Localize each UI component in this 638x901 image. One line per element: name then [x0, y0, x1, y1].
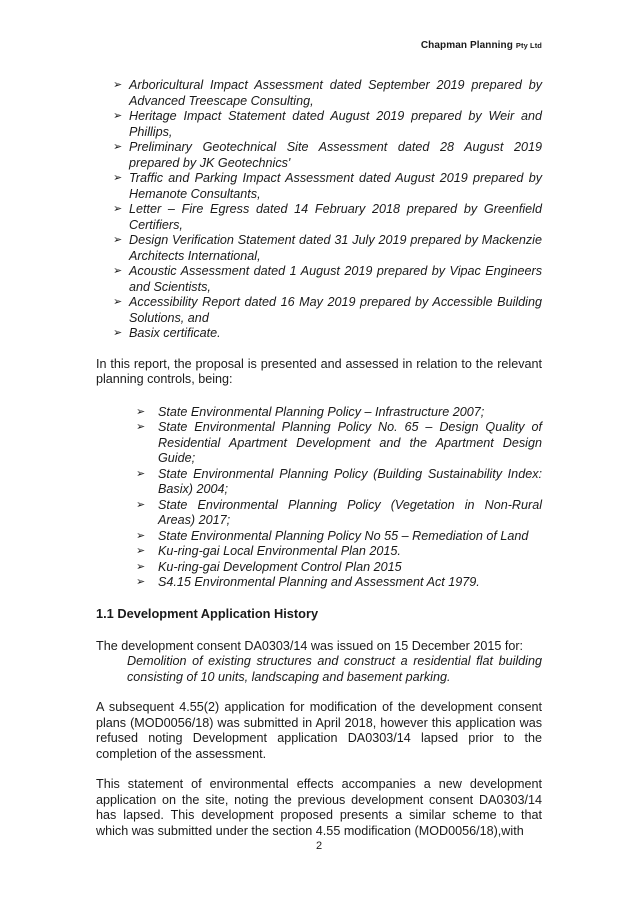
- list-item: ➢ Acoustic Assessment dated 1 August 2019 prepared by Vipac Engineers and Scientists,: [113, 264, 542, 294]
- history-paragraph-1: The development consent DA0303/14 was issued on 15 December 2015 for:: [96, 638, 524, 653]
- list-item: ➢ Heritage Impact Statement dated August 2019 prepared by Weir and Phillips,: [113, 109, 542, 139]
- arrow-bullet-icon: ➢: [136, 545, 146, 557]
- planning-controls-list: [96, 405, 542, 591]
- arrow-bullet-icon: ➢: [136, 421, 146, 433]
- arrow-bullet-icon: ➢: [113, 141, 123, 153]
- list-item: ➢ State Environmental Planning Policy No 55 – Remediation of Land: [136, 528, 529, 543]
- arrow-bullet-icon: ➢: [113, 203, 123, 215]
- company-suffix: Pty Ltd: [515, 41, 542, 50]
- arrow-bullet-icon: ➢: [113, 79, 123, 91]
- history-paragraph-3: This statement of environmental effects accompanies a new development application on the site, noting the previous development consent DA0303/14 has lapsed. This development proposed presents a similar scheme to that which was submitted under the section 4.55 modification (MOD0056/18),with: [96, 777, 542, 838]
- arrow-bullet-icon: ➢: [113, 110, 123, 122]
- company-name: Chapman Planning: [420, 40, 513, 51]
- list-item: ➢ Design Verification Statement dated 31 July 2019 prepared by Mackenzie Architects International,: [113, 233, 542, 263]
- list-item: ➢ State Environmental Planning Policy (Vegetation in Non-Rural Areas) 2017;: [136, 497, 542, 527]
- section-heading: 1.1 Development Application History: [96, 605, 319, 621]
- arrow-bullet-icon: ➢: [136, 576, 146, 588]
- supporting-documents-list: [96, 78, 542, 342]
- arrow-bullet-icon: ➢: [113, 172, 123, 184]
- list-item: ➢ Letter – Fire Egress dated 14 February 2018 prepared by Greenfield Certifiers,: [113, 202, 542, 232]
- list-item: ➢ Basix certificate.: [113, 326, 221, 340]
- list-item: ➢ Ku-ring-gai Local Environmental Plan 2015.: [136, 544, 401, 558]
- arrow-bullet-icon: ➢: [136, 405, 146, 418]
- arrow-bullet-icon: ➢: [113, 265, 123, 277]
- page-header: [421, 38, 542, 54]
- arrow-bullet-icon: ➢: [113, 327, 123, 339]
- arrow-bullet-icon: ➢: [113, 296, 123, 308]
- list-item: ➢ Accessibility Report dated 16 May 2019 prepared by Accessible Building Solutions, and: [113, 295, 542, 325]
- list-item: ➢ State Environmental Planning Policy (Building Sustainability Index: Basix) 2004;: [136, 466, 542, 496]
- list-item: ➢ State Environmental Planning Policy No. 65 – Design Quality of Residential Apartment Development and the Apartment Design Guide;: [136, 420, 542, 465]
- list-item: ➢ Ku-ring-gai Development Control Plan 2015: [136, 559, 402, 574]
- arrow-bullet-icon: ➢: [136, 467, 146, 480]
- list-item: ➢ Traffic and Parking Impact Assessment dated August 2019 prepared by Hemanote Consultants,: [113, 171, 542, 201]
- arrow-bullet-icon: ➢: [136, 560, 146, 573]
- list-item: ➢ State Environmental Planning Policy – Infrastructure 2007;: [136, 404, 485, 419]
- list-item: ➢ S4.15 Environmental Planning and Assessment Act 1979.: [136, 575, 480, 589]
- arrow-bullet-icon: ➢: [136, 529, 146, 542]
- history-paragraph-2: A subsequent 4.55(2) application for modification of the development consent plans (MOD0056/18) was submitted in April 2018, however this application was refused noting Development application DA0303/14 lapsed prior to the completion of the assessment.: [96, 700, 542, 761]
- consent-description-quote: Demolition of existing structures and construct a residential flat building consisting of 10 units, landscaping and basement parking.: [127, 654, 542, 684]
- arrow-bullet-icon: ➢: [113, 234, 123, 246]
- intro-paragraph: In this report, the proposal is presented and assessed in relation to the relevant planning controls, being:: [96, 356, 542, 386]
- list-item: ➢ Preliminary Geotechnical Site Assessment dated 28 August 2019 prepared by JK Geotechnics': [113, 140, 542, 170]
- page-number: 2: [315, 840, 323, 852]
- arrow-bullet-icon: ➢: [136, 498, 146, 511]
- list-item: ➢ Arboricultural Impact Assessment dated September 2019 prepared by Advanced Treescape Consulting,: [113, 78, 542, 108]
- page-content: [96, 78, 542, 839]
